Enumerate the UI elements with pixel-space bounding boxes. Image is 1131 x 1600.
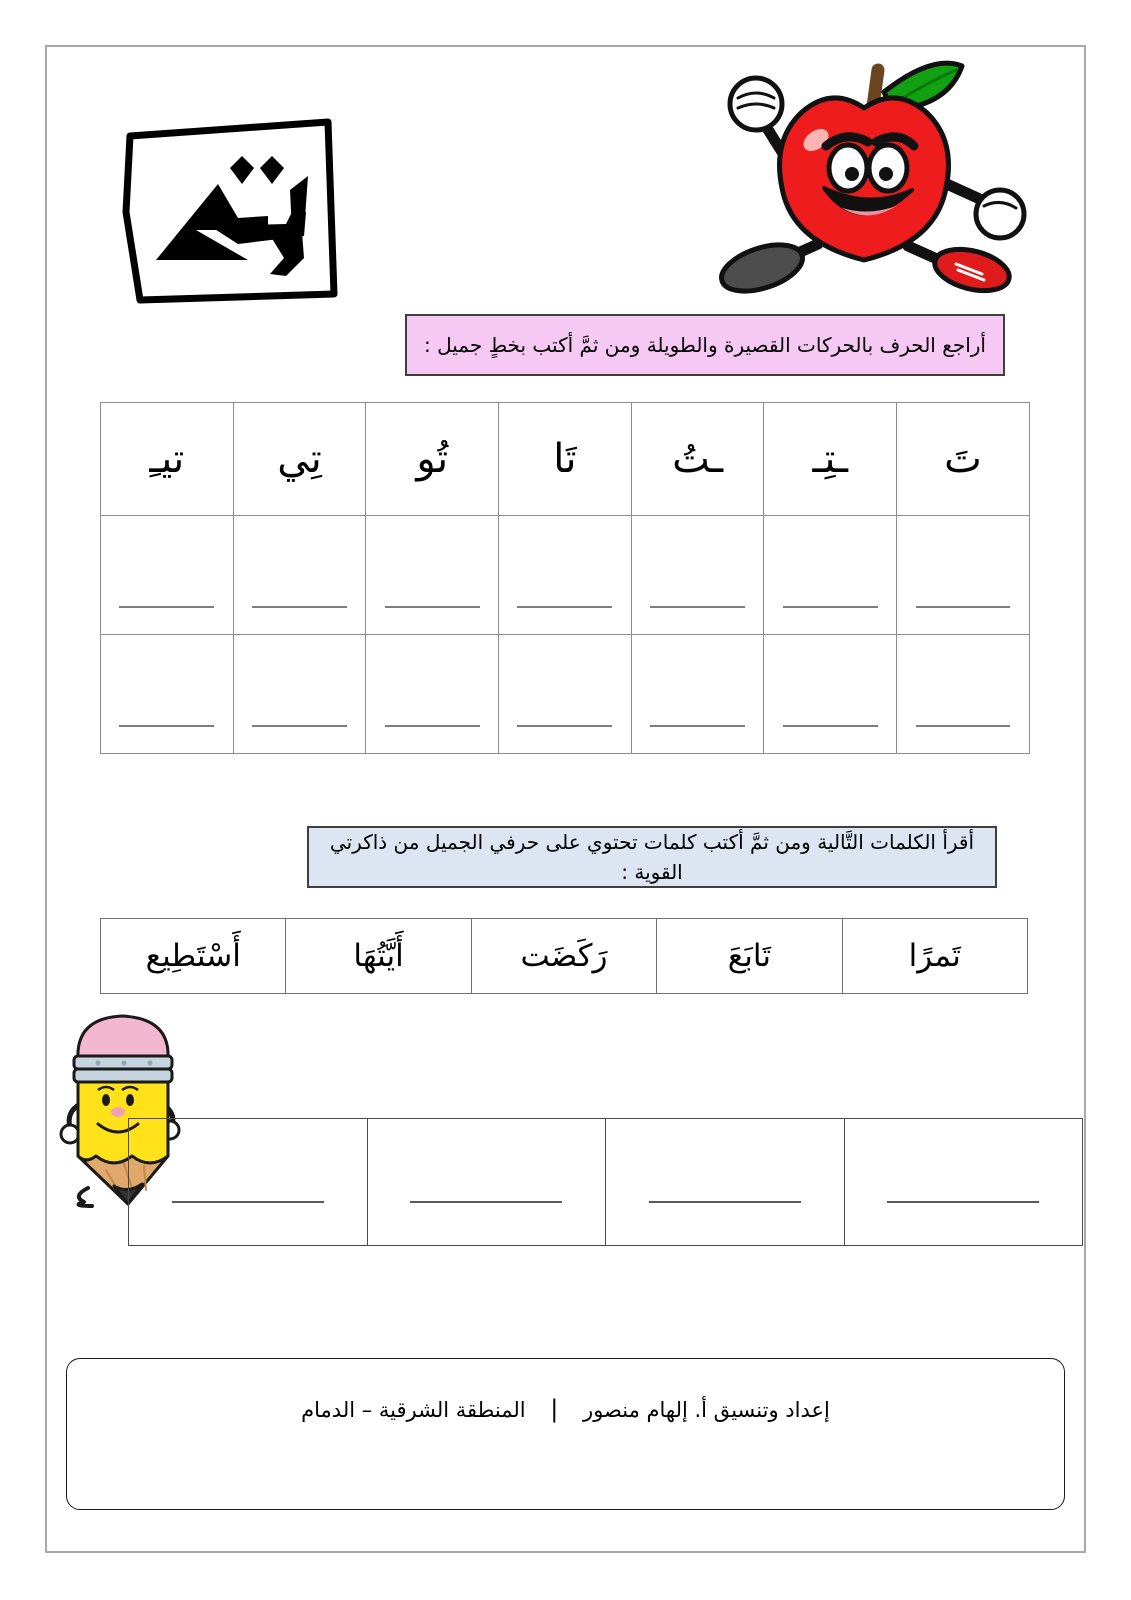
table-row-letter-forms — [101, 403, 1030, 516]
answer-cell-2[interactable] — [606, 1119, 845, 1246]
footer-box — [66, 1358, 1065, 1510]
practice-cell[interactable] — [897, 635, 1030, 754]
word-cell-3: رَكَضَت — [471, 919, 656, 994]
writing-line — [119, 606, 214, 608]
word-cell-4: أَيَّتُهَا — [286, 919, 471, 994]
word-cell-5: أَسْتَطِيع — [101, 919, 286, 994]
writing-line — [385, 606, 480, 608]
table-row-answers — [129, 1119, 1083, 1246]
table-row-practice-2 — [101, 635, 1030, 754]
writing-line — [916, 725, 1011, 727]
instruction-pink-text: أراجع الحرف بالحركات القصيرة والطويلة ومن ثمَّ أكتب بخطٍ جميل : — [424, 333, 986, 357]
practice-cell[interactable] — [366, 516, 499, 635]
writing-line — [252, 606, 347, 608]
letter-cell-4: تَا — [499, 403, 632, 516]
writing-line — [887, 1201, 1039, 1203]
instruction-box-read-words — [307, 826, 997, 888]
writing-line — [649, 1201, 801, 1203]
writing-line — [517, 725, 612, 727]
words-table — [100, 918, 1028, 994]
answer-writing-table — [128, 1118, 1083, 1246]
writing-line — [172, 1201, 324, 1203]
practice-cell[interactable] — [101, 516, 234, 635]
practice-cell[interactable] — [366, 635, 499, 754]
table-row-words — [101, 919, 1028, 994]
writing-line — [783, 606, 878, 608]
practice-cell[interactable] — [631, 635, 764, 754]
writing-line — [119, 725, 214, 727]
practice-cell[interactable] — [897, 516, 1030, 635]
footer-region: المنطقة الشرقية – الدمام — [301, 1398, 526, 1422]
answer-cell-4[interactable] — [129, 1119, 368, 1246]
writing-line — [916, 606, 1011, 608]
writing-line — [650, 725, 745, 727]
writing-line — [783, 725, 878, 727]
practice-cell[interactable] — [233, 635, 366, 754]
practice-cell[interactable] — [764, 516, 897, 635]
practice-cell[interactable] — [499, 516, 632, 635]
instruction-box-review-letter — [405, 314, 1005, 376]
practice-cell[interactable] — [764, 635, 897, 754]
writing-line — [252, 725, 347, 727]
letter-cell-7: تيـِ — [101, 403, 234, 516]
writing-line — [410, 1201, 562, 1203]
letter-cell-5: تُو — [366, 403, 499, 516]
table-row-practice-1 — [101, 516, 1030, 635]
letter-cell-2: ـتِـ — [764, 403, 897, 516]
letter-cell-6: تِي — [233, 403, 366, 516]
footer-credit — [67, 1395, 1064, 1423]
writing-line — [650, 606, 745, 608]
footer-prepared-by: إعداد وتنسيق أ. إلهام منصور — [583, 1398, 830, 1422]
answer-cell-3[interactable] — [367, 1119, 606, 1246]
letter-practice-table — [100, 402, 1030, 754]
instruction-blue-text: أقرأ الكلمات التَّالية ومن ثمَّ أكتب كلمات تحتوي على حرفي الجميل من ذاكرتي القوية : — [329, 830, 975, 884]
practice-cell[interactable] — [499, 635, 632, 754]
letter-display-box — [118, 108, 346, 306]
writing-line — [385, 725, 480, 727]
letter-cell-3: ـتُ — [631, 403, 764, 516]
letter-cell-1: تَ — [897, 403, 1030, 516]
word-cell-1: تَمرًا — [842, 919, 1027, 994]
practice-cell[interactable] — [631, 516, 764, 635]
practice-cell[interactable] — [233, 516, 366, 635]
word-cell-2: تَابَعَ — [657, 919, 842, 994]
footer-separator: | — [550, 1395, 559, 1423]
answer-cell-1[interactable] — [844, 1119, 1083, 1246]
apple-mascot-illustration — [700, 48, 1030, 310]
writing-line — [517, 606, 612, 608]
practice-cell[interactable] — [101, 635, 234, 754]
